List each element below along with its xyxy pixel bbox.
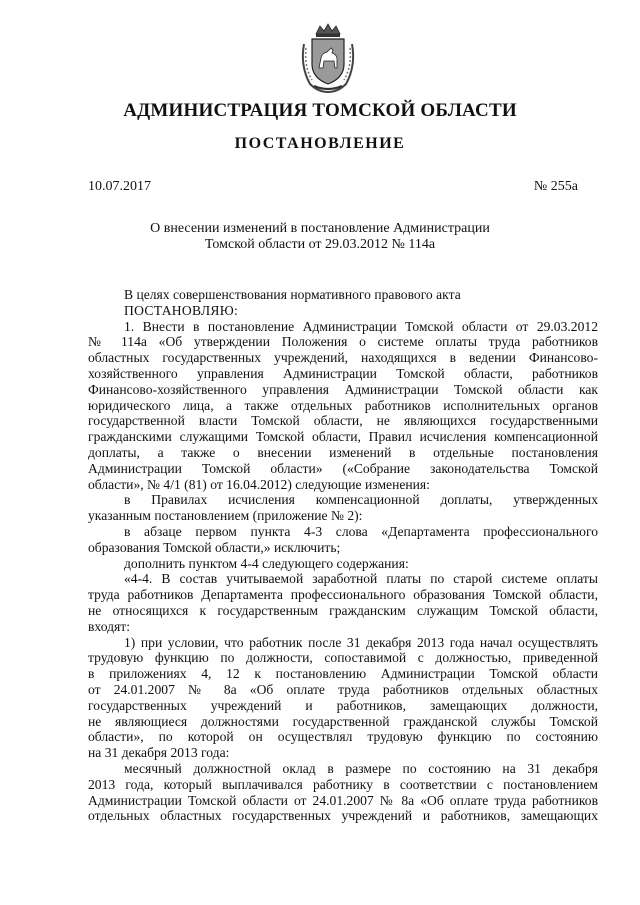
body-text-line: № 114а «Об утверждении Положения о системе оплаты труда работников <box>88 334 598 350</box>
body-text-line: в абзаце первом пункта 4-3 слова «Департамента профессионального <box>124 523 598 539</box>
body-text-line: областных государственных учреждений, находящихся в ведении Финансово- <box>88 350 598 366</box>
body-text-line: в приложениях 4, 12 к постановлению Администрации Томской области <box>88 666 598 682</box>
organization-title: АДМИНИСТРАЦИЯ ТОМСКОЙ ОБЛАСТИ <box>123 100 517 121</box>
body-text-line: трудовую функцию по должности, сопоставимой с должностью, приведенной <box>88 650 598 666</box>
body-text-line: 1) при условии, что работник после 31 декабря 2013 года начал осуществлять <box>124 634 598 650</box>
body-text-line: отдельных областных государственных учреждений и работников, замещающих <box>88 808 598 824</box>
body-text-line: «4-4. В состав учитываемой заработной платы по старой системе оплаты <box>124 571 598 587</box>
coat-of-arms-icon <box>296 22 360 94</box>
document-date: 10.07.2017 <box>88 179 151 194</box>
body-text-line: государственной власти Томской области, не являющихся государственными <box>88 413 598 429</box>
body-text-line: юридического лица, а также отдельных работников исполнительных органов <box>88 397 598 413</box>
body-text-line: доплаты, а также о внесении изменений в отдельные постановления <box>88 444 598 460</box>
body-text-line: месячный должностной оклад в размере по состоянию на 31 декабря <box>124 760 598 776</box>
body-text-line: Администрации Томской области от 24.01.2007 № 8а «Об оплате труда работников <box>88 792 598 808</box>
body-text-line: области», № 4/1 (81) от 16.04.2012) следующие изменения: <box>88 476 430 492</box>
body-text-line: в Правилах исчисления компенсационной доплаты, утвержденных <box>124 492 598 508</box>
body-text-line: указанным постановлением (приложение № 2): <box>88 508 363 524</box>
body-text-line: 2013 года, который выплачивался работнику в соответствии с постановлением <box>88 776 598 792</box>
body-text-line: В целях совершенствования нормативного правового акта <box>124 287 461 302</box>
body-text-line: входят: <box>88 618 130 634</box>
body-text-line: области», по которой он осуществлял трудовую функцию по состоянию <box>88 729 598 745</box>
document-subject <box>0 221 640 253</box>
body-text-line: ПОСТАНОВЛЯЮ: <box>124 302 239 318</box>
body-text-line: 1. Внести в постановление Администрации Томской области от 29.03.2012 <box>124 318 598 334</box>
document-type-heading: ПОСТАНОВЛЕНИЕ <box>234 135 406 152</box>
body-text-line: не являющиеся должностями государственной гражданской службы Томской <box>88 713 598 729</box>
document-body <box>88 287 598 824</box>
body-text-line: от 24.01.2007 № 8а «Об оплате труда работников отдельных областных <box>88 681 598 697</box>
body-text-line: труда работников Департамента профессионального образования Томской области, <box>88 587 598 603</box>
body-text-line: на 31 декабря 2013 года: <box>88 745 230 761</box>
subject-line: Томской области от 29.03.2012 № 114а <box>204 237 436 252</box>
body-text-line: не относящихся к государственным гражданским служащим Томской области, <box>88 602 598 618</box>
subject-line: О внесении изменений в постановление Администрации <box>150 221 490 236</box>
document-number: № 255а <box>533 179 578 194</box>
body-text-line: Финансово-хозяйственного управления Администрации Томской области как <box>88 381 598 397</box>
body-text-line: дополнить пунктом 4-4 следующего содержания: <box>124 555 409 571</box>
body-text-line: государственных учреждений и работников, замещающих должности, <box>88 697 598 713</box>
body-text-line: образования Томской области,» исключить; <box>88 539 341 555</box>
body-text-line: хозяйственного управления Администрации Томской области, работников <box>88 365 598 381</box>
body-text-line: гражданскими служащими Томской области, Правил исчисления компенсационной <box>88 429 598 445</box>
body-text-line: Администрации Томской области» («Собрание законодательства Томской <box>88 460 598 476</box>
